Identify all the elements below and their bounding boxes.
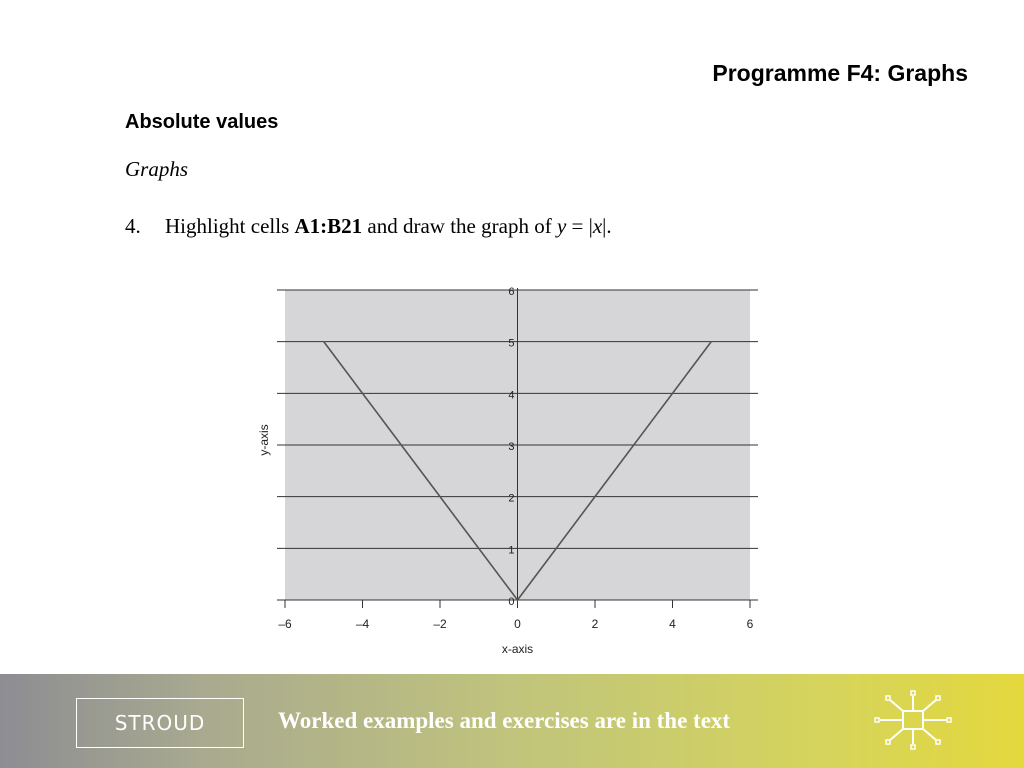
y-tick-label: 2 (508, 492, 515, 505)
y-tick-label: 3 (508, 441, 515, 453)
x-tick-label: –4 (355, 617, 370, 631)
x-tick-label: 4 (669, 617, 676, 631)
step-text-middle: and draw the graph of (362, 214, 557, 238)
equation-end: |. (602, 214, 612, 238)
circuit-node-icon (868, 688, 958, 752)
subsection-title: Graphs (125, 157, 189, 181)
x-tick-label: 6 (746, 617, 754, 631)
y-tick-label: 4 (508, 389, 515, 402)
equation-eq: = | (566, 214, 593, 238)
step-instruction (125, 214, 612, 239)
y-tick-label: 0 (508, 596, 515, 608)
step-text-before: Highlight cells (165, 214, 295, 238)
step-number: 4. (125, 214, 141, 238)
programme-title: Programme F4: Graphs (712, 60, 968, 86)
equation-y: y (556, 214, 567, 238)
x-tick-label: –2 (433, 617, 447, 631)
footer-text: Worked examples and exercises are in the text (278, 708, 731, 733)
x-axis-label: x-axis (501, 642, 534, 656)
x-tick-label: 0 (514, 617, 521, 631)
y-tick-label: 5 (508, 337, 515, 350)
footer-bar (0, 674, 1024, 768)
step-cells: A1:B21 (294, 214, 363, 238)
y-axis-label: y-axis (257, 424, 271, 456)
section-title: Absolute values (125, 111, 279, 133)
stroud-logo: STROUD (76, 698, 244, 748)
y-tick-label: 6 (508, 286, 515, 298)
x-tick-label: –6 (278, 617, 292, 631)
absolute-value-chart (250, 280, 770, 660)
equation-x: x (592, 214, 603, 238)
y-tick-label: 1 (508, 544, 515, 557)
x-tick-label: 2 (591, 617, 599, 631)
